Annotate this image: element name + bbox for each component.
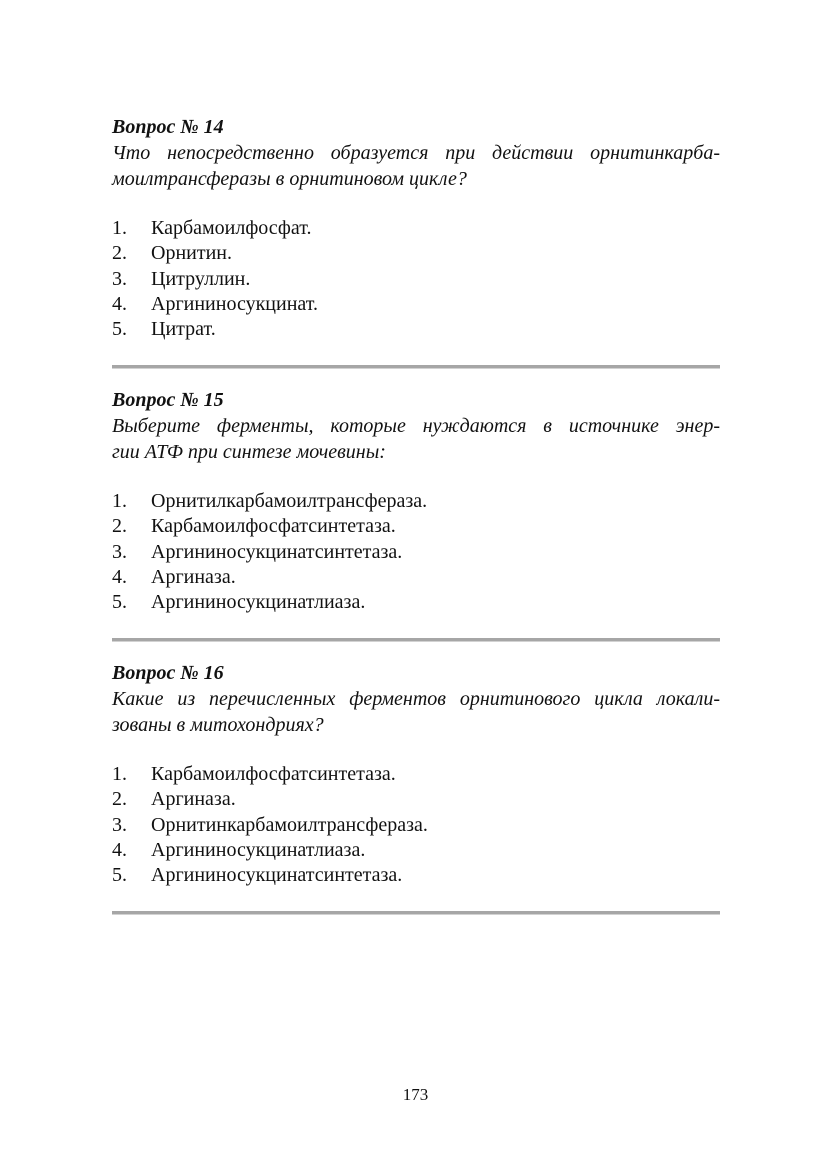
answer-text: Аргиназа.	[151, 565, 236, 588]
answer-text: Аргининосукцинатсинтетаза.	[151, 864, 403, 887]
answer-text: Аргининосукцинатлиаза.	[151, 838, 366, 861]
answer-item	[112, 787, 720, 812]
answer-item	[112, 540, 720, 565]
answer-item	[112, 317, 720, 342]
answer-text: Карбамоилфосфатсинтетаза.	[151, 515, 396, 538]
question-text-line: гии АТФ при синтезе мочевины:	[112, 441, 386, 463]
answer-number: 3.	[112, 813, 127, 836]
answer-item	[112, 514, 720, 539]
answer-text: Цитруллин.	[151, 267, 251, 290]
section-divider	[112, 911, 720, 915]
question-15	[112, 387, 720, 615]
answer-number: 2.	[112, 242, 127, 265]
answer-item	[112, 813, 720, 838]
answer-text: Карбамоилфосфатсинтетаза.	[151, 763, 396, 785]
answer-number: 4.	[112, 565, 127, 588]
question-16	[112, 660, 720, 888]
answer-number: 3.	[112, 267, 127, 290]
answer-list	[112, 762, 720, 888]
answer-number: 5.	[112, 591, 127, 614]
question-text-line: Что непосредственно образуется при действии орнитинкарба-	[112, 142, 720, 164]
answer-text: Аргининосукцинатлиаза.	[151, 591, 366, 614]
answer-text: Аргининосукцинат.	[151, 292, 318, 315]
answer-text: Орнитилкарбамоилтрансфераза.	[151, 490, 428, 512]
question-text-line: зованы в митохондриях?	[112, 714, 324, 736]
answer-text: Аргининосукцинатсинтетаза.	[151, 540, 403, 563]
answer-text: Аргиназа.	[151, 788, 236, 811]
answer-number: 2.	[112, 515, 127, 538]
answer-number: 5.	[112, 318, 127, 341]
question-text	[112, 686, 720, 738]
answer-item	[112, 489, 720, 514]
answer-text: Орнитинкарбамоилтрансфераза.	[151, 813, 428, 836]
answer-number: 3.	[112, 540, 127, 563]
answer-text: Цитрат.	[151, 318, 216, 341]
question-title: Вопрос № 14	[112, 116, 224, 138]
answer-list	[112, 216, 720, 342]
question-text-line: моилтрансферазы в орнитиновом цикле?	[112, 168, 467, 190]
question-text	[112, 140, 720, 192]
answer-number: 4.	[112, 838, 127, 861]
question-title: Вопрос № 16	[112, 662, 224, 684]
answer-number: 1.	[112, 217, 127, 239]
answer-item	[112, 241, 720, 266]
question-title: Вопрос № 15	[112, 389, 224, 411]
question-text	[112, 413, 720, 465]
answer-number: 1.	[112, 490, 127, 512]
answer-list	[112, 489, 720, 615]
question-14	[112, 114, 720, 342]
answer-item	[112, 267, 720, 292]
answer-item	[112, 565, 720, 590]
answer-number: 5.	[112, 864, 127, 887]
answer-text: Орнитин.	[151, 242, 232, 265]
question-text-line: Какие из перечисленных ферментов орнитинового цикла локали-	[112, 688, 720, 710]
answer-item	[112, 216, 720, 241]
answer-item	[112, 762, 720, 787]
page-number: 173	[402, 1085, 429, 1104]
answer-item	[112, 292, 720, 317]
answer-item	[112, 838, 720, 863]
question-text-line: Выберите ферменты, которые нуждаются в источнике энер-	[112, 415, 720, 437]
answer-number: 2.	[112, 788, 127, 811]
section-divider	[112, 365, 720, 369]
answer-text: Карбамоилфосфат.	[151, 217, 312, 239]
section-divider	[112, 638, 720, 642]
answer-number: 1.	[112, 763, 127, 785]
answer-number: 4.	[112, 292, 127, 315]
answer-item	[112, 590, 720, 615]
answer-item	[112, 863, 720, 888]
